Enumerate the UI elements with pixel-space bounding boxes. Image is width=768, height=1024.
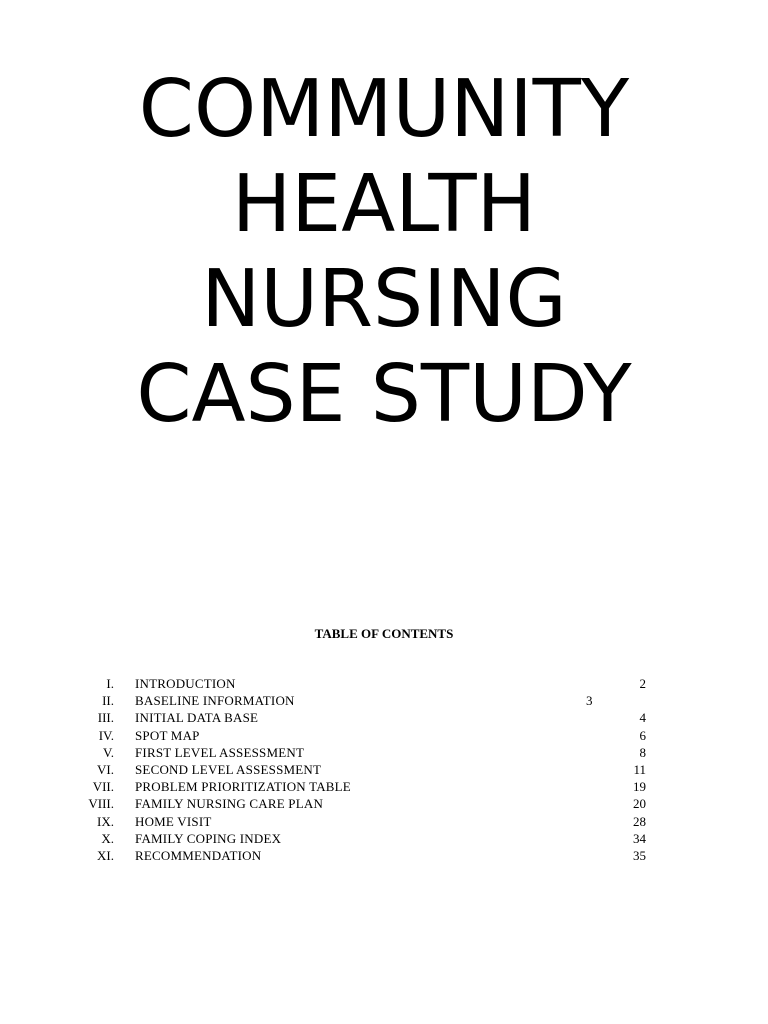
toc-entry-title: FAMILY NURSING CARE PLAN <box>135 796 324 812</box>
toc-entry-number: VI. <box>97 761 114 777</box>
toc-entry-title: FAMILY COPING INDEX <box>135 830 282 846</box>
title-line: COMMUNITY <box>138 63 630 155</box>
toc-entry-number: VIII. <box>88 796 114 812</box>
toc-entry-page: 8 <box>639 744 646 760</box>
toc-entry-page: 34 <box>633 830 646 846</box>
toc-entry-number: X. <box>101 830 114 846</box>
toc-entry <box>0 727 768 744</box>
toc-entry <box>0 795 768 812</box>
toc-entry-title: INTRODUCTION <box>135 676 236 691</box>
toc-entry-page: 35 <box>633 847 646 863</box>
toc-entry <box>0 813 768 830</box>
toc-entry-page: 19 <box>633 779 646 795</box>
toc-entry-title: HOME VISIT <box>135 813 212 829</box>
toc-entry-title: SPOT MAP <box>135 727 200 743</box>
toc-entry <box>0 675 768 692</box>
toc-entry-page: 3 <box>586 693 593 709</box>
toc-entry-title: BASELINE INFORMATION <box>135 693 295 709</box>
toc-entry-title: PROBLEM PRIORITIZATION TABLE <box>135 779 351 795</box>
toc-entry-page: 2 <box>639 676 646 691</box>
title-line: HEALTH <box>231 158 537 250</box>
toc-entry-title: FIRST LEVEL ASSESSMENT <box>135 744 305 760</box>
toc-entry <box>0 744 768 761</box>
toc-entry <box>0 709 768 726</box>
toc-heading: TABLE OF CONTENTS <box>314 626 454 641</box>
toc-entry <box>0 778 768 795</box>
toc-entry <box>0 830 768 847</box>
toc-entry-page: 11 <box>633 761 646 777</box>
toc-entry-number: II. <box>102 693 114 709</box>
toc-entry-number: IX. <box>97 813 114 829</box>
toc-entry <box>0 847 768 864</box>
toc-entry-number: III. <box>97 710 114 726</box>
toc-entry-page: 4 <box>639 710 646 726</box>
toc-entry-title: INITIAL DATA BASE <box>135 710 259 726</box>
toc-entry-page: 20 <box>633 796 646 812</box>
toc-entry-number: XI. <box>97 847 114 863</box>
toc-entry-page: 6 <box>639 727 646 743</box>
title-line: NURSING <box>201 253 567 345</box>
toc-entry-number: IV. <box>98 727 114 743</box>
toc-entry-number: I. <box>106 676 114 691</box>
table-of-contents <box>0 675 768 864</box>
toc-entry <box>0 761 768 778</box>
toc-entry-page: 28 <box>633 813 646 829</box>
toc-entry-number: V. <box>103 744 114 760</box>
toc-entry <box>0 692 768 709</box>
toc-entry-number: VII. <box>92 779 114 795</box>
title-line: CASE STUDY <box>136 348 632 440</box>
toc-entry-title: RECOMMENDATION <box>135 847 262 863</box>
toc-entry-title: SECOND LEVEL ASSESSMENT <box>135 761 322 777</box>
document-title <box>0 62 768 442</box>
